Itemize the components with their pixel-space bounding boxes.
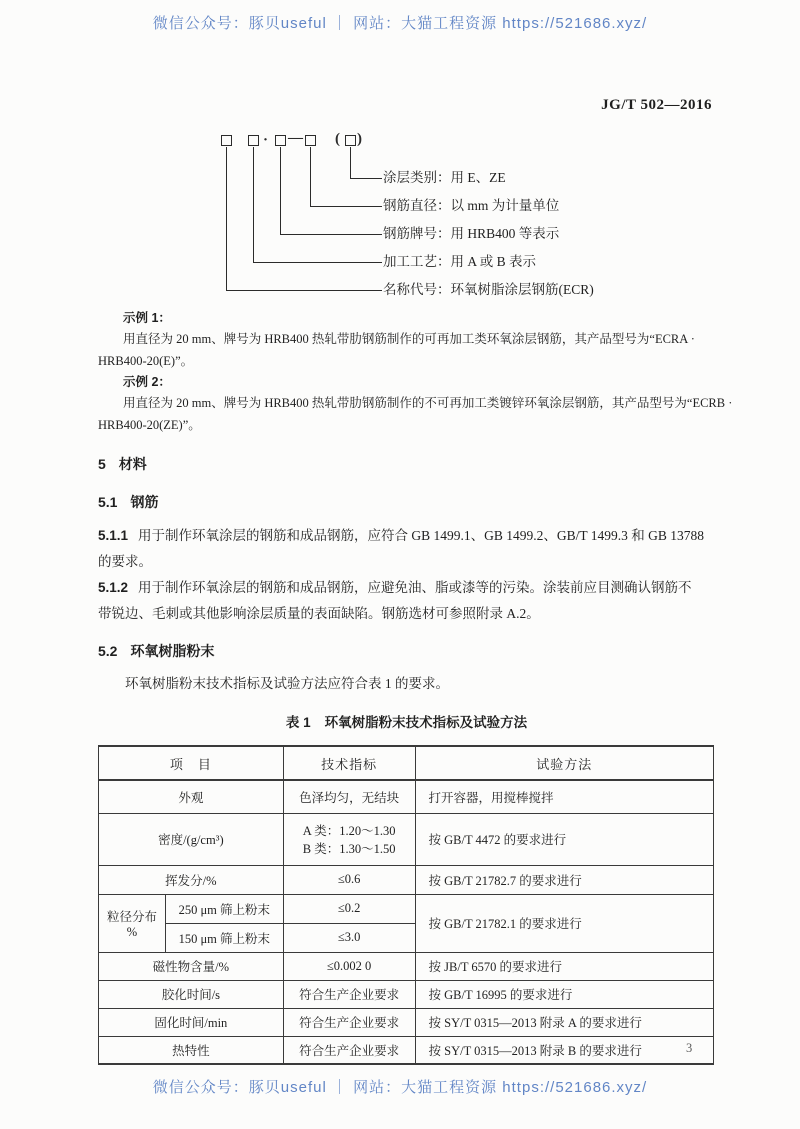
- open-paren: (: [335, 131, 340, 147]
- section-number: 5: [98, 456, 106, 472]
- example-1-label: 示例 1：: [123, 311, 171, 325]
- diagram-label-diameter: 钢筋直径：以 mm 为计量单位: [383, 198, 560, 213]
- page-number: 3: [686, 1041, 693, 1055]
- cell-indicator: 符合生产企业要求: [283, 980, 415, 1008]
- table-number: 表 1: [285, 715, 311, 730]
- group-label: 粒径分布: [106, 909, 157, 924]
- section-heading-5-2: [98, 640, 715, 662]
- cell-item-group: [99, 894, 166, 952]
- table-row: [99, 780, 714, 813]
- cell-item: 固化时间/min: [99, 1008, 284, 1036]
- table-header-row: [99, 746, 714, 780]
- cell-method: 按 SY/T 0315—2013 附录 B 的要求进行: [415, 1036, 713, 1064]
- designation-box-diameter: [305, 135, 316, 146]
- cell-indicator: ≤3.0: [283, 923, 415, 952]
- cell-item: 外观: [99, 780, 284, 813]
- indicator-class-a: A 类：1.20～1.30: [302, 824, 396, 838]
- section-title: 环氧树脂粉末: [130, 643, 215, 659]
- table-row: [99, 865, 714, 894]
- section-number: 5.2: [98, 643, 118, 659]
- clause-text: 用于制作环氧涂层的钢筋和成品钢筋，应避免油、脂或漆等的污染。涂装前应目测确认钢筋不: [138, 580, 692, 595]
- designation-box-process: [248, 135, 259, 146]
- clause-number: 5.1.2: [98, 580, 129, 595]
- cell-item: 磁性物含量/%: [99, 952, 284, 980]
- designation-diagram: [0, 0, 800, 305]
- close-paren: ): [357, 131, 362, 147]
- diagram-label-coating-type: 涂层类别：用 E、ZE: [383, 170, 506, 185]
- cell-indicator: ≤0.6: [283, 865, 415, 894]
- table-row: [99, 813, 714, 865]
- cell-indicator: ≤0.002 0: [283, 952, 415, 980]
- table-title: [98, 712, 715, 734]
- dot-separator: ·: [263, 132, 269, 148]
- cell-subitem: 150 μm 筛上粉末: [165, 923, 283, 952]
- header-cell-indicator: 技术指标: [283, 746, 415, 780]
- cell-item: 密度/(g/cm³): [99, 813, 284, 865]
- cell-item: 挥发分/%: [99, 865, 284, 894]
- section-heading-5-1: [98, 491, 715, 513]
- example-2-line1: 用直径为 20 mm、牌号为 HRB400 热轧带肋钢筋制作的不可再加工类镀锌环氧涂层钢筋，其产品型号为“ECRB ·: [123, 396, 733, 410]
- diagram-label-process: 加工工艺：用 A 或 B 表示: [383, 254, 537, 269]
- cell-indicator: 色泽均匀，无结块: [283, 780, 415, 813]
- section-number: 5.1: [98, 494, 118, 510]
- cell-method: 按 GB/T 21782.7 的要求进行: [415, 865, 713, 894]
- standard-code: JG/T 502—2016: [601, 97, 712, 113]
- example-2-line2: HRB400-20(ZE)”。: [98, 417, 201, 432]
- section-heading-5: [98, 453, 715, 475]
- connector-line-name-code: [226, 147, 382, 291]
- table-row: [99, 894, 714, 923]
- clause-5-1-1-line2: 的要求。: [98, 554, 152, 569]
- table-row: [99, 1008, 714, 1036]
- designation-box-name-code: [221, 135, 232, 146]
- clause-number: 5.1.1: [98, 528, 129, 543]
- designation-box-coating-type: [345, 135, 356, 146]
- clause-text: 用于制作环氧涂层的钢筋和成品钢筋，应符合 GB 1499.1、GB 1499.2、GB/T 1499.3 和 GB 13788: [138, 528, 705, 543]
- cell-indicator: 符合生产企业要求: [283, 1036, 415, 1064]
- dash-separator: —: [288, 130, 303, 146]
- section-title: 材料: [118, 456, 147, 472]
- designation-box-grade: [275, 135, 286, 146]
- clause-5-1-2-line2: 带锐边、毛刺或其他影响涂层质量的表面缺陷。钢筋选材可参照附录 A.2。: [98, 606, 540, 621]
- clause-5-1-2-line1: [98, 575, 715, 601]
- example-1-line2: HRB400-20(E)”。: [98, 353, 194, 368]
- diagram-label-name-code: 名称代号：环氧树脂涂层钢筋(ECR): [383, 282, 594, 297]
- cell-method: 按 GB/T 21782.1 的要求进行: [415, 894, 713, 952]
- diagram-label-grade: 钢筋牌号：用 HRB400 等表示: [383, 226, 560, 241]
- indicator-class-b: B 类：1.30～1.50: [302, 842, 396, 856]
- cell-method: 按 JB/T 6570 的要求进行: [415, 952, 713, 980]
- spec-table: [98, 745, 714, 1065]
- cell-method: 按 SY/T 0315—2013 附录 A 的要求进行: [415, 1008, 713, 1036]
- cell-indicator: [283, 813, 415, 865]
- watermark-top: 微信公众号：豚贝useful ｜ 网站：大猫工程资源 https://521686.xyz/: [152, 15, 648, 32]
- example-1-line1: 用直径为 20 mm、牌号为 HRB400 热轧带肋钢筋制作的可再加工类环氧涂层钢筋，其产品型号为“ECRA ·: [123, 332, 695, 346]
- section-title: 钢筋: [130, 494, 159, 510]
- group-unit: %: [126, 924, 138, 939]
- table-row: [99, 952, 714, 980]
- clause-5-2-paragraph: 环氧树脂粉末技术指标及试验方法应符合表 1 的要求。: [125, 676, 449, 691]
- header-cell-method: 试验方法: [415, 746, 713, 780]
- header-cell-item: 项 目: [99, 746, 284, 780]
- table-row: [99, 980, 714, 1008]
- main-content: [98, 308, 733, 1065]
- cell-method: 按 GB/T 16995 的要求进行: [415, 980, 713, 1008]
- cell-item: 胶化时间/s: [99, 980, 284, 1008]
- cell-subitem: 250 μm 筛上粉末: [165, 894, 283, 923]
- table-title-text: 环氧树脂粉末技术指标及试验方法: [324, 715, 528, 730]
- cell-method: 按 GB/T 4472 的要求进行: [415, 813, 713, 865]
- watermark-bottom: 微信公众号：豚贝useful ｜ 网站：大猫工程资源 https://521686.xyz/: [152, 1079, 648, 1096]
- cell-indicator: 符合生产企业要求: [283, 1008, 415, 1036]
- example-2-label: 示例 2：: [123, 375, 171, 389]
- cell-indicator: ≤0.2: [283, 894, 415, 923]
- clause-5-1-1-line1: [98, 523, 715, 549]
- cell-item: 热特性: [99, 1036, 284, 1064]
- cell-method: 打开容器，用搅棒搅拌: [415, 780, 713, 813]
- table-row: [99, 1036, 714, 1064]
